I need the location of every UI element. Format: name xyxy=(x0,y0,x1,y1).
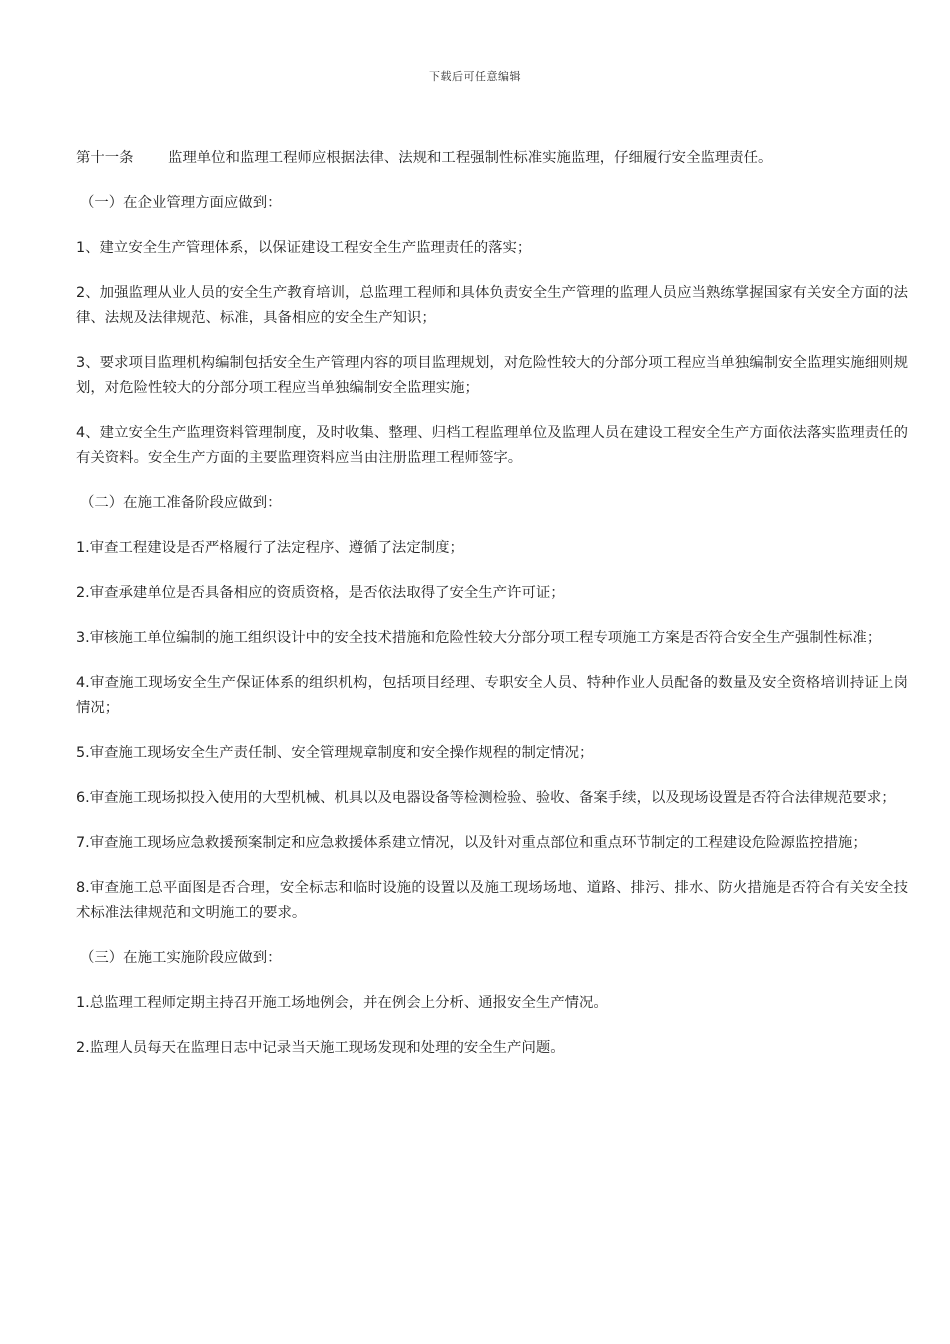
article-text: 监理单位和监理工程师应根据法律、法规和工程强制性标准实施监理，仔细履行安全监理责任。 xyxy=(168,150,773,166)
document-body xyxy=(76,146,908,1081)
section-3-item-1: 1.总监理工程师定期主持召开施工场地例会，并在例会上分析、通报安全生产情况。 xyxy=(76,995,608,1011)
section-2-item-2: 2.审查承建单位是否具备相应的资质资格，是否依法取得了安全生产许可证； xyxy=(76,585,565,601)
section-2-item-5: 5.审查施工现场安全生产责任制、安全管理规章制度和安全操作规程的制定情况； xyxy=(76,745,594,761)
section-1-item-2: 2、加强监理从业人员的安全生产教育培训，总监理工程师和具体负责安全生产管理的监理人员应当熟练掌握国家有关安全方面的法律、法规及法律规范、标准，具备相应的安全生产知识； xyxy=(76,285,908,326)
section-heading-2: （二）在施工准备阶段应做到： xyxy=(80,495,282,511)
section-1-item-4: 4、建立安全生产监理资料管理制度，及时收集、整理、归档工程监理单位及监理人员在建设工程安全生产方面依法落实监理责任的有关资料。安全生产方面的主要监理资料应当由注册监理工程师签字。 xyxy=(76,425,908,466)
section-1-item-3: 3、要求项目监理机构编制包括安全生产管理内容的项目监理规划，对危险性较大的分部分项工程应当单独编制安全监理实施细则规划，对危险性较大的分部分项工程应当单独编制安全监理实施； xyxy=(76,355,908,396)
section-3-item-2: 2.监理人员每天在监理日志中记录当天施工现场发现和处理的安全生产问题。 xyxy=(76,1040,565,1056)
section-2-item-8: 8.审查施工总平面图是否合理，安全标志和临时设施的设置以及施工现场场地、道路、排污、排水、防火措施是否符合有关安全技术标准法律规范和文明施工的要求。 xyxy=(76,880,908,921)
article-paragraph xyxy=(76,146,908,171)
section-2-item-4: 4.审查施工现场安全生产保证体系的组织机构，包括项目经理、专职安全人员、特种作业人员配备的数量及安全资格培训持证上岗情况； xyxy=(76,675,908,716)
section-2-item-7: 7.审查施工现场应急救援预案制定和应急救援体系建立情况，以及针对重点部位和重点环节制定的工程建设危险源监控措施； xyxy=(76,835,867,851)
article-number: 第十一条 xyxy=(76,150,134,166)
section-heading-3: （三）在施工实施阶段应做到： xyxy=(80,950,282,966)
section-1-item-1: 1、建立安全生产管理体系，以保证建设工程安全生产监理责任的落实； xyxy=(76,240,532,256)
section-2-item-1: 1.审查工程建设是否严格履行了法定程序、遵循了法定制度； xyxy=(76,540,464,556)
section-2-item-6: 6.审查施工现场拟投入使用的大型机械、机具以及电器设备等检测检验、验收、备案手续，以及现场设置是否符合法律规范要求； xyxy=(76,790,896,806)
section-2-item-3: 3.审核施工单位编制的施工组织设计中的安全技术措施和危险性较大分部分项工程专项施工方案是否符合安全生产强制性标准； xyxy=(76,630,882,646)
header-note: 下载后可任意编辑 xyxy=(429,70,521,83)
section-heading-1: （一）在企业管理方面应做到： xyxy=(80,195,282,211)
